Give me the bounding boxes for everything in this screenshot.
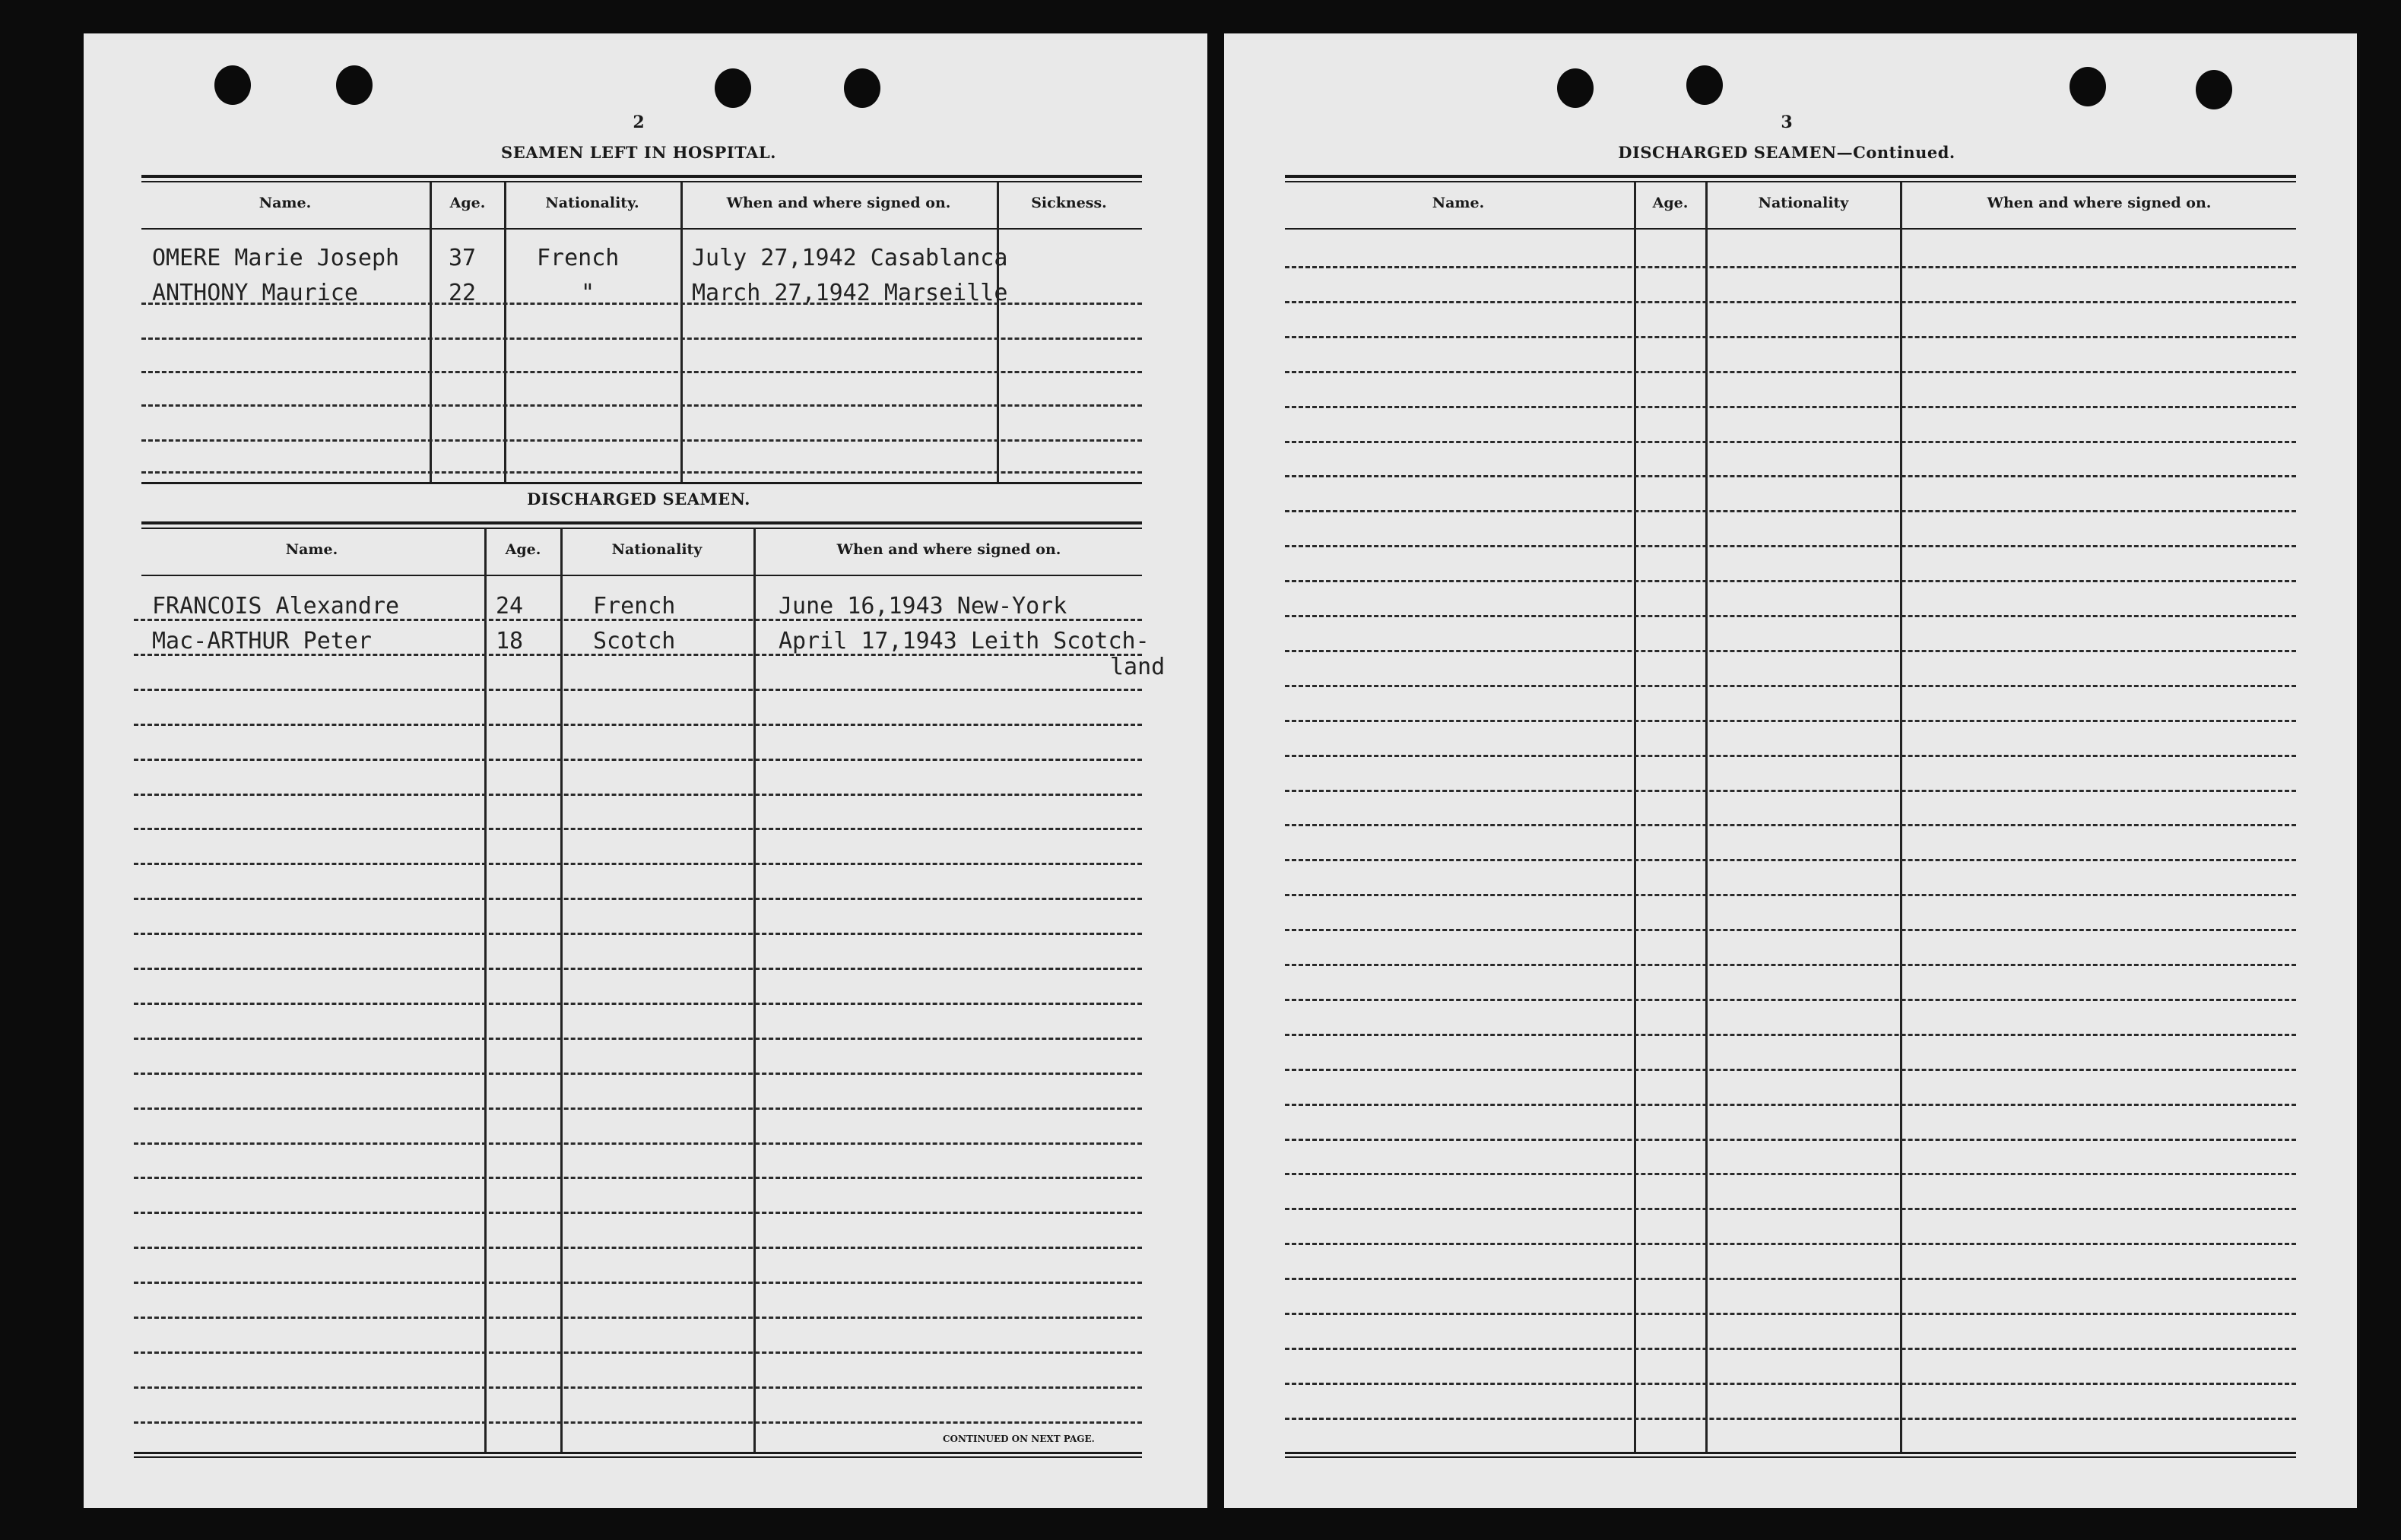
col-header-name: Name.: [285, 541, 338, 558]
row-line: [134, 828, 1142, 830]
row-line: [134, 1003, 1142, 1005]
row-line: [1285, 406, 2296, 408]
page-number: 2: [633, 112, 645, 132]
punch-hole: [844, 68, 880, 108]
hospital-signed-on: March 27,1942 Marseille: [692, 280, 1008, 306]
col-header-nationality: Nationality: [611, 541, 703, 558]
row-line: [1285, 1208, 2296, 1210]
row-line: [1285, 1069, 2296, 1071]
top-rule: [1285, 175, 2296, 178]
col-header-nationality: Nationality: [1758, 195, 1849, 211]
hospital-nationality: ": [581, 280, 595, 306]
discharged-signed-on-cont: land: [1110, 654, 1166, 680]
discharged-signed-on: April 17,1943 Leith Scotch-: [779, 628, 1150, 654]
row-line: [1285, 964, 2296, 966]
row-line: [1285, 894, 2296, 896]
row-line: [134, 724, 1142, 726]
row-line: [141, 371, 1142, 373]
discharged-age: 18: [496, 628, 524, 654]
hospital-name: OMERE Marie Joseph: [152, 245, 400, 271]
left-page: [84, 33, 1207, 1508]
punch-hole: [2196, 70, 2232, 109]
row-line: [134, 759, 1142, 761]
col-header-signed-on: When and where signed on.: [726, 195, 951, 211]
row-line: [141, 439, 1142, 442]
punch-hole: [1686, 65, 1723, 105]
row-line: [1285, 1173, 2296, 1175]
row-line: [134, 863, 1142, 865]
row-line: [134, 1317, 1142, 1319]
bottom-rule: [1285, 1452, 2296, 1454]
top-rule: [141, 521, 1142, 524]
column-divider: [430, 182, 432, 482]
row-line: [141, 337, 1142, 340]
hospital-section-title: SEAMEN LEFT IN HOSPITAL.: [501, 143, 776, 162]
top-rule-thin: [1285, 181, 2296, 182]
row-line: [1285, 1034, 2296, 1036]
row-line: [1285, 371, 2296, 373]
row-line: [1285, 650, 2296, 652]
continued-footer: CONTINUED ON NEXT PAGE.: [943, 1434, 1095, 1444]
punch-hole: [336, 65, 373, 105]
col-header-age: Age.: [1652, 195, 1689, 211]
col-header-sickness: Sickness.: [1031, 195, 1107, 211]
row-line: [134, 898, 1142, 900]
row-line: [134, 1421, 1142, 1424]
row-line: [1285, 580, 2296, 582]
section-bottom-rule: [141, 482, 1142, 484]
discharged-name: Mac-ARTHUR Peter: [152, 628, 372, 654]
row-line: [1285, 266, 2296, 268]
discharged-name: FRANCOIS Alexandre: [152, 593, 400, 619]
row-line: [1285, 1243, 2296, 1245]
row-line: [1285, 1348, 2296, 1350]
hospital-name: ANTHONY Maurice: [152, 280, 358, 306]
row-line: [134, 1386, 1142, 1389]
continued-section-title: DISCHARGED SEAMEN—Continued.: [1618, 143, 1955, 162]
row-line: [1285, 545, 2296, 547]
col-header-signed-on: When and where signed on.: [1987, 195, 2212, 211]
row-line: [1285, 441, 2296, 443]
row-line: [134, 968, 1142, 970]
row-line: [134, 1351, 1142, 1354]
column-divider: [997, 182, 999, 482]
col-header-age: Age.: [505, 541, 541, 558]
row-line: [134, 1142, 1142, 1145]
column-divider: [560, 529, 563, 1452]
discharged-section-title: DISCHARGED SEAMEN.: [527, 490, 750, 509]
row-line: [134, 1177, 1142, 1179]
discharged-age: 24: [496, 593, 524, 619]
punch-hole: [2070, 67, 2106, 106]
row-line: [1285, 1139, 2296, 1141]
bottom-rule-thin: [134, 1456, 1142, 1458]
row-line: [141, 471, 1142, 474]
top-rule: [141, 175, 1142, 178]
bottom-rule: [134, 1452, 1142, 1454]
row-line: [1285, 1278, 2296, 1280]
column-divider: [504, 182, 506, 482]
discharged-signed-on: June 16,1943 New-York: [779, 593, 1067, 619]
row-line: [134, 1038, 1142, 1040]
row-line: [1285, 790, 2296, 792]
row-line: [134, 1073, 1142, 1075]
hospital-nationality: French: [537, 245, 620, 271]
hospital-age: 37: [449, 245, 477, 271]
discharged-nationality: Scotch: [593, 628, 676, 654]
col-header-signed-on: When and where signed on.: [836, 541, 1061, 558]
punch-hole: [1557, 68, 1594, 108]
bottom-rule-thin: [1285, 1456, 2296, 1458]
header-rule: [141, 575, 1142, 576]
row-line: [141, 404, 1142, 407]
hospital-signed-on: July 27,1942 Casablanca: [692, 245, 1008, 271]
row-line: [1285, 301, 2296, 303]
row-line: [1285, 1418, 2296, 1420]
row-line: [134, 794, 1142, 796]
row-line: [1285, 720, 2296, 722]
row-line: [134, 1212, 1142, 1214]
row-line: [1285, 755, 2296, 757]
col-header-nationality: Nationality.: [545, 195, 639, 211]
hospital-age: 22: [449, 280, 477, 306]
discharged-nationality: French: [593, 593, 676, 619]
row-line: [1285, 1383, 2296, 1385]
page-number: 3: [1781, 112, 1793, 132]
row-line: [134, 1247, 1142, 1249]
row-line: [134, 689, 1142, 691]
column-divider: [680, 182, 683, 482]
punch-hole: [715, 68, 751, 108]
col-header-name: Name.: [258, 195, 312, 211]
row-line: [1285, 824, 2296, 826]
header-rule: [1285, 228, 2296, 230]
row-line: [1285, 999, 2296, 1001]
col-header-name: Name.: [1432, 195, 1485, 211]
row-line: [134, 933, 1142, 935]
row-line: [1285, 336, 2296, 338]
top-rule-thin: [141, 181, 1142, 182]
top-rule-thin: [141, 528, 1142, 529]
row-line: [134, 1282, 1142, 1284]
row-line: [1285, 615, 2296, 617]
row-line: [1285, 475, 2296, 477]
row-line: [1285, 1104, 2296, 1106]
right-page: [1224, 33, 2357, 1508]
row-line: [1285, 859, 2296, 861]
column-divider: [484, 529, 487, 1452]
punch-hole: [214, 65, 251, 105]
row-line: [1285, 929, 2296, 931]
header-rule: [141, 228, 1142, 230]
column-divider: [753, 529, 756, 1452]
row-line: [1285, 510, 2296, 512]
row-line: [1285, 1313, 2296, 1315]
row-line: [1285, 685, 2296, 687]
row-line: [134, 1107, 1142, 1110]
col-header-age: Age.: [449, 195, 486, 211]
